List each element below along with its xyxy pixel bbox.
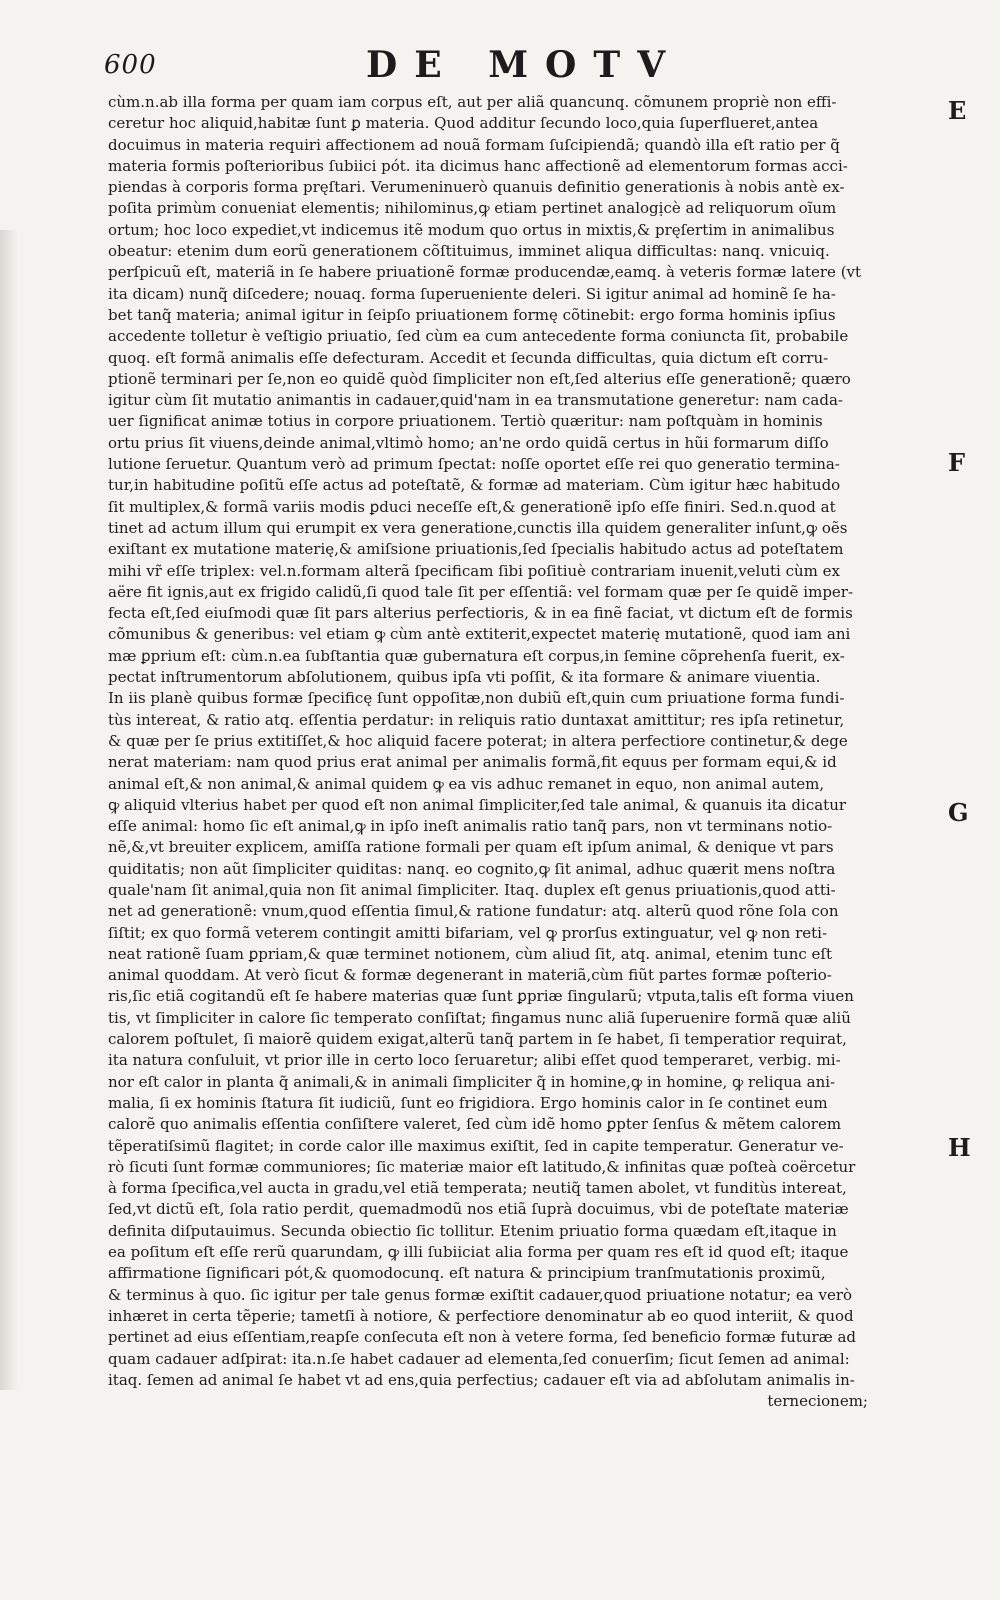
text-line: exiſtant ex mutatione materię,& amiſsione priuationis,ſed ſpecialis habitudo actus ad poteſtatem <box>108 540 844 559</box>
text-line: perſpicuũ eſt, materiã in ſe habere priuationẽ formæ producendæ,eamq. à veteris formæ latere (vt <box>108 263 862 282</box>
text-line: quale'nam ſit animal,quia non ſit animal ſimpliciter. Itaq. duplex eſt genus priuationis,quod atti- <box>108 880 836 899</box>
text-line: tùs intereat, & ratio atq. eſſentia perdatur: in reliquis ratio duntaxat amittitur; res ipſa retinetur, <box>108 710 845 729</box>
text-line: neat rationẽ ſuam ꝑpriam,& quæ terminet notionem, cùm aliud ſit, atq. animal, etenim tunc eſt <box>108 944 832 963</box>
text-line: obeatur: etenim dum eorũ generationem cõſtituimus, imminet aliqua difficultas: nanq. vnicuiq. <box>108 242 830 261</box>
text-line: malia, ſi ex hominis ſtatura ſit iudiciũ, ſunt eo frigidiora. Ergo hominis calor in ſe continet eum <box>108 1093 828 1112</box>
text-line: definita diſputauimus. Secunda obiectio ſic tollitur. Etenim priuatio forma quædam eſt,itaque in <box>108 1221 837 1240</box>
text-line: inhæret in certa tẽperie; tametſi à notiore, & perfectiore denominatur ab eo quod interiit, & quod <box>108 1306 854 1325</box>
text-line: net ad generationẽ: vnum,quod eſſentia ſimul,& ratione fundatur: atq. alterũ quod rõne ſola con <box>108 902 839 921</box>
text-line: docuimus in materia requiri affectionem ad nouã formam ſuſcipiendã; quandò illa eſt ratio per q̃ <box>108 135 840 154</box>
text-line: tinet ad actum illum qui erumpit ex vera generatione,cunctis illa quidem generaliter inſunt,ꝙ oẽs <box>108 518 848 537</box>
text-line: bet tanq̃ materia; animal igitur in ſeipſo priuationem formę cõtinebit: ergo forma hominis ipſius <box>108 305 836 324</box>
margin-letter-e: E <box>948 96 967 125</box>
text-line: calorem poſtulet, ſi maiorẽ quidem exigat,alterũ tanq̃ partem in ſe habet, ſi temperatior requirat, <box>108 1030 847 1049</box>
text-line: cõmunibus & generibus: vel etiam ꝙ cùm antè extiterit,expectet materię mutationẽ, quod iam ani <box>108 625 851 644</box>
text-line: à forma ſpecifica,vel aucta in gradu,vel etiã temperata; neutiq̃ tamen abolet, vt funditùs intereat, <box>108 1179 847 1198</box>
text-line: mihi vr̃ eſſe triplex: vel.n.formam alterã ſpecificam ſibi poſitiuè contrariam inuenit,veluti cùm ex <box>108 561 840 580</box>
text-line: uer ſignificat animæ totius in corpore priuationem. Tertiò quæritur: nam poſtquàm in hominis <box>108 412 823 431</box>
text-line: rò ſicuti ſunt formæ communiores; ſic materiæ maior eſt latitudo,& infinitas quæ poſteà coërcetur <box>108 1157 856 1176</box>
text-line: piendas à corporis forma pręſtari. Verumeninuerò quanuis definitio generationis à nobis antè ex- <box>108 178 845 197</box>
text-line: tur,in habitudine poſitũ eſſe actus ad poteſtatẽ, & formæ ad materiam. Cùm igitur hæc habitudo <box>108 476 841 495</box>
text-line: pertinet ad eius eſſentiam,reapſe conſecuta eſt non à vetere forma, ſed beneficio formæ futuræ ad <box>108 1328 857 1347</box>
text-line: calorẽ quo animalis eſſentia conſiſtere valeret, ſed cùm idẽ homo ꝑpter ſenſus & mẽtem calorem <box>108 1115 842 1134</box>
text-line: ꝙ aliquid vlterius habet per quod eſt non animal ſimpliciter,ſed tale animal, & quanuis ita dicatur <box>108 795 847 814</box>
text-line: eſſe animal: homo ſic eſt animal,ꝙ in ipſo ineſt animalis ratio tanq̃ pars, non vt terminans notio- <box>108 817 833 836</box>
body-text <box>108 92 913 1412</box>
running-head: DE MOTV <box>366 44 683 86</box>
text-line: quoq. eſt formã animalis eſſe defecturam. Accedit et ſecunda difficultas, quia dictum eſt corru- <box>108 348 829 367</box>
text-line: mæ ꝑprium eſt: cùm.n.ea ſubſtantia quæ gubernatura eſt corpus,in ſemine cõprehenſa fuerit, ex- <box>108 646 845 665</box>
text-line: ortum; hoc loco expediet,vt indicemus itẽ modum quo ortus in mixtis,& pręſertim in animalibus <box>108 220 835 239</box>
text-line: aëre fit ignis,aut ex frigido calidũ,ſi quod tale ſit per eſſentiã: vel formam quæ per ſe quidẽ imper- <box>108 582 854 601</box>
text-line: animal eſt,& non animal,& animal quidem ꝙ ea vis adhuc remanet in equo, non animal autem, <box>108 774 825 793</box>
margin-letter-h: H <box>948 1133 971 1162</box>
text-line: pectat inſtrumentorum abſolutionem, quibus ipſa vti poſſit, & ita formare & animare viuentia. <box>108 668 821 687</box>
text-line: tẽperatiſsimũ flagitet; in corde calor ille maximus exiſtit, ſed in capite temperatur. Generatur ve- <box>108 1136 844 1155</box>
text-line: nerat materiam: nam quod prius erat animal per animalis formã,fit equus per formam equi,& id <box>108 753 837 772</box>
text-line: accedente tolletur è veſtigio priuatio, ſed cùm ea cum antecedente forma coniuncta ſit, probabile <box>108 327 849 346</box>
text-line: nor eſt calor in planta q̃ animali,& in animali ſimpliciter q̃ in homine,ꝙ in homine, ꝙ reliqua ani- <box>108 1072 836 1091</box>
text-line: nẽ,&,vt breuiter explicem, amiſſa ratione formali per quam eſt ipſum animal, & denique vt pars <box>108 838 834 857</box>
text-line: ortu prius ſit viuens,deinde animal,vltimò homo; an'ne ordo quidã certus in hũi formarum diſſo <box>108 433 829 452</box>
text-line: ptionẽ terminari per ſe,non eo quidẽ quòd ſimpliciter non eſt,ſed alterius eſſe generationẽ; quæro <box>108 369 851 388</box>
margin-letter-g: G <box>948 798 969 827</box>
text-line: poſita primùm conueniat elementis; nihilominus,ꝙ etiam pertinet analogịcè ad reliquorum oĩum <box>108 199 837 218</box>
page-number: 600 <box>104 50 157 80</box>
text-line: ternecionem; <box>767 1392 868 1411</box>
text-line: fecta eſt,ſed eiuſmodi quæ ſit pars alterius perfectioris, & in ea finẽ faciat, vt dictum eſt de formis <box>108 604 853 623</box>
text-line: ſit multiplex,& formã variis modis ꝑduci neceſſe eſt,& generationẽ ipſo eſſe finiri. Sed.n.quod at <box>108 497 836 516</box>
text-line: igitur cùm ſit mutatio animantis in cadauer,quid'nam in ea transmutatione generetur: nam cada- <box>108 391 843 410</box>
text-line: animal quoddam. At verò ſicut & formæ degenerant in materiã,cùm fiũt partes formæ poſterio- <box>108 966 832 985</box>
page-header <box>104 42 904 88</box>
text-line: ita dicam) nunq̃ diſcedere; nouaq. forma ſuperueniente deleri. Si igitur animal ad hominẽ ſe ha- <box>108 284 836 303</box>
text-line: ris,ſic etiã cogitandũ eſt ſe habere materias quæ ſunt ꝑpriæ ſingularũ; vtputa,talis eſt forma viuen <box>108 987 854 1006</box>
text-line: materia formis poſterioribus ſubiici pót. ita dicimus hanc affectionẽ ad elementorum formas acci- <box>108 156 848 175</box>
text-line: ea poſitum eſt eſſe rerũ quarundam, ꝙ illi ſubiiciat alia forma per quam res eſt id quod eſt; itaque <box>108 1243 849 1262</box>
text-line: ſiſtit; ex quo formã veterem contingit amitti bifariam, vel ꝙ prorſus extinguatur, vel ꝙ non reti- <box>108 923 828 942</box>
text-line: ceretur hoc aliquid,habitæ ſunt ꝑ materia. Quod additur ſecundo loco,quia ſuperflueret,antea <box>108 114 819 133</box>
text-line: affirmatione ſignificari pót,& quomodocunq. eſt natura & principium tranſmutationis proximũ, <box>108 1264 826 1283</box>
text-line: quiditatis; non aũt ſimpliciter quiditas: nanq. eo cognito,ꝙ ſit animal, adhuc quærit mens noſtra <box>108 859 836 878</box>
text-line: quam cadauer adſpirat: ita.n.ſe habet cadauer ad elementa,ſed conuerſim; ſicut ſemen ad animal: <box>108 1349 850 1368</box>
page-edge-shadow <box>0 230 18 1390</box>
margin-letter-f: F <box>948 448 966 477</box>
text-line: & terminus à quo. ſic igitur per tale genus formæ exiſtit cadauer,quod priuatione notatur; ea verò <box>108 1285 853 1304</box>
text-line: ſed,vt dictũ eſt, ſola ratio perdit, quemadmodũ nos etiã ſuprà docuimus, vbi de poteſtate materiæ <box>108 1200 849 1219</box>
text-line: lutione ſeruetur. Quantum verò ad primum ſpectat: noſſe oportet eſſe rei quo generatio termina- <box>108 455 840 474</box>
text-line: itaq. ſemen ad animal ſe habet vt ad ens,quia perfectius; cadauer eſt via ad abſolutam animalis in- <box>108 1370 855 1389</box>
text-line: & quæ per ſe prius extitiſſet,& hoc aliquid facere poterat; in altera perfectiore continetur,& dege <box>108 731 848 750</box>
text-line: ita natura conſuluit, vt prior ille in certo loco ſeruaretur; alibi eſſet quod temperaret, verbig. mi- <box>108 1051 841 1070</box>
text-line: tis, vt ſimpliciter in calore ſic temperato conſiſtat; fingamus nunc aliã ſuperuenire formã quæ aliũ <box>108 1008 851 1027</box>
text-line: In iis planè quibus formæ ſpecificę ſunt oppoſitæ,non dubiũ eſt,quin cum priuatione forma fundi- <box>108 689 845 708</box>
text-line: cùm.n.ab illa forma per quam iam corpus eſt, aut per aliã quancunq. cõmunem propriè non effi- <box>108 93 837 111</box>
